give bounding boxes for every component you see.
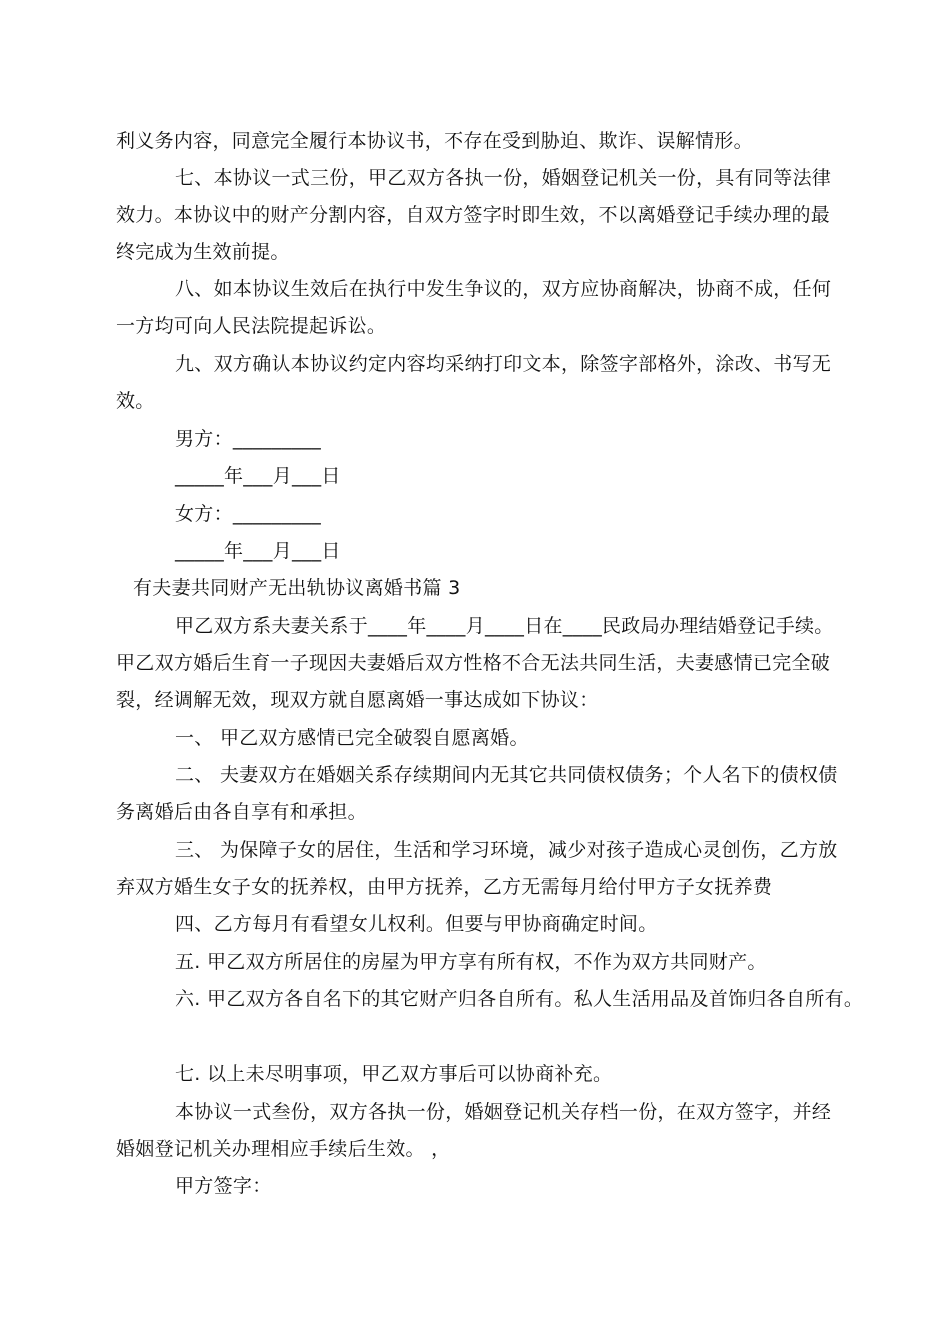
paragraph-line: 本协议一式叁份，双方各执一份，婚姻登记机关存档一份，在双方签字，并经 — [175, 1101, 832, 1123]
paragraph-line: 务离婚后由各自享有和承担。 — [116, 801, 367, 823]
paragraph-line: 婚姻登记机关办理相应手续后生效。 ， — [116, 1138, 451, 1160]
paragraph-line: 效力。本协议中的财产分割内容，自双方签字时即生效，不以离婚登记手续办理的最 — [116, 204, 831, 226]
paragraph-line: 六. 甲乙双方各自名下的其它财产归各自所有。私人生活用品及首饰归各自所有。 — [175, 988, 864, 1010]
paragraph-line: 七. 以上未尽明事项，甲乙双方事后可以协商补充。 — [175, 1063, 613, 1085]
date-line: _____年___月___日 — [175, 540, 341, 562]
paragraph-line: 一、 甲乙双方感情已完全破裂自愿离婚。 — [175, 727, 529, 749]
signature-line-male: 男方：_________ — [175, 428, 322, 450]
paragraph-line: 裂，经调解无效，现双方就自愿离婚一事达成如下协议： — [116, 689, 599, 711]
paragraph-line: 二、 夫妻双方在婚姻关系存续期间内无其它共同债权债务；个人名下的债权债 — [175, 764, 838, 786]
paragraph-line: 九、双方确认本协议约定内容均采纳打印文本，除签字部格外，涂改、书写无 — [175, 353, 832, 375]
signature-line-female: 女方：_________ — [175, 503, 322, 525]
paragraph-line: 利义务内容，同意完全履行本协议书，不存在受到胁迫、欺诈、误解情形。 — [116, 130, 753, 152]
paragraph-line: 弃双方婚生女子女的抚养权，由甲方抚养，乙方无需每月给付甲方子女抚养费 — [116, 876, 773, 898]
paragraph-line: 五. 甲乙双方所居住的房屋为甲方享有所有权，不作为双方共同财产。 — [175, 951, 767, 973]
paragraph-line: 四、乙方每月有看望女儿权利。但要与甲协商确定时间。 — [175, 913, 658, 935]
paragraph-line: 七、本协议一式三份，甲乙双方各执一份，婚姻登记机关一份，具有同等法律 — [175, 167, 832, 189]
date-line: _____年___月___日 — [175, 465, 341, 487]
signature-line-party-a: 甲方签字： — [175, 1175, 272, 1197]
paragraph-line: 甲乙双方系夫妻关系于____年____月____日在____民政局办理结婚登记手续。 — [175, 615, 834, 637]
paragraph-line: 一方均可向人民法院提起诉讼。 — [116, 315, 387, 337]
paragraph-line: 终完成为生效前提。 — [116, 241, 290, 263]
paragraph-line: 八、如本协议生效后在执行中发生争议的，双方应协商解决，协商不成，任何 — [175, 278, 832, 300]
section-title: 有夫妻共同财产无出轨协议离婚书篇 3 — [133, 577, 461, 599]
paragraph-line: 效。 — [116, 390, 155, 412]
paragraph-line: 三、 为保障子女的居住，生活和学习环境，减少对孩子造成心灵创伤，乙方放 — [175, 839, 838, 861]
paragraph-line: 甲乙双方婚后生育一子现因夫妻婚后双方性格不合无法共同生活，夫妻感情已完全破 — [116, 652, 831, 674]
